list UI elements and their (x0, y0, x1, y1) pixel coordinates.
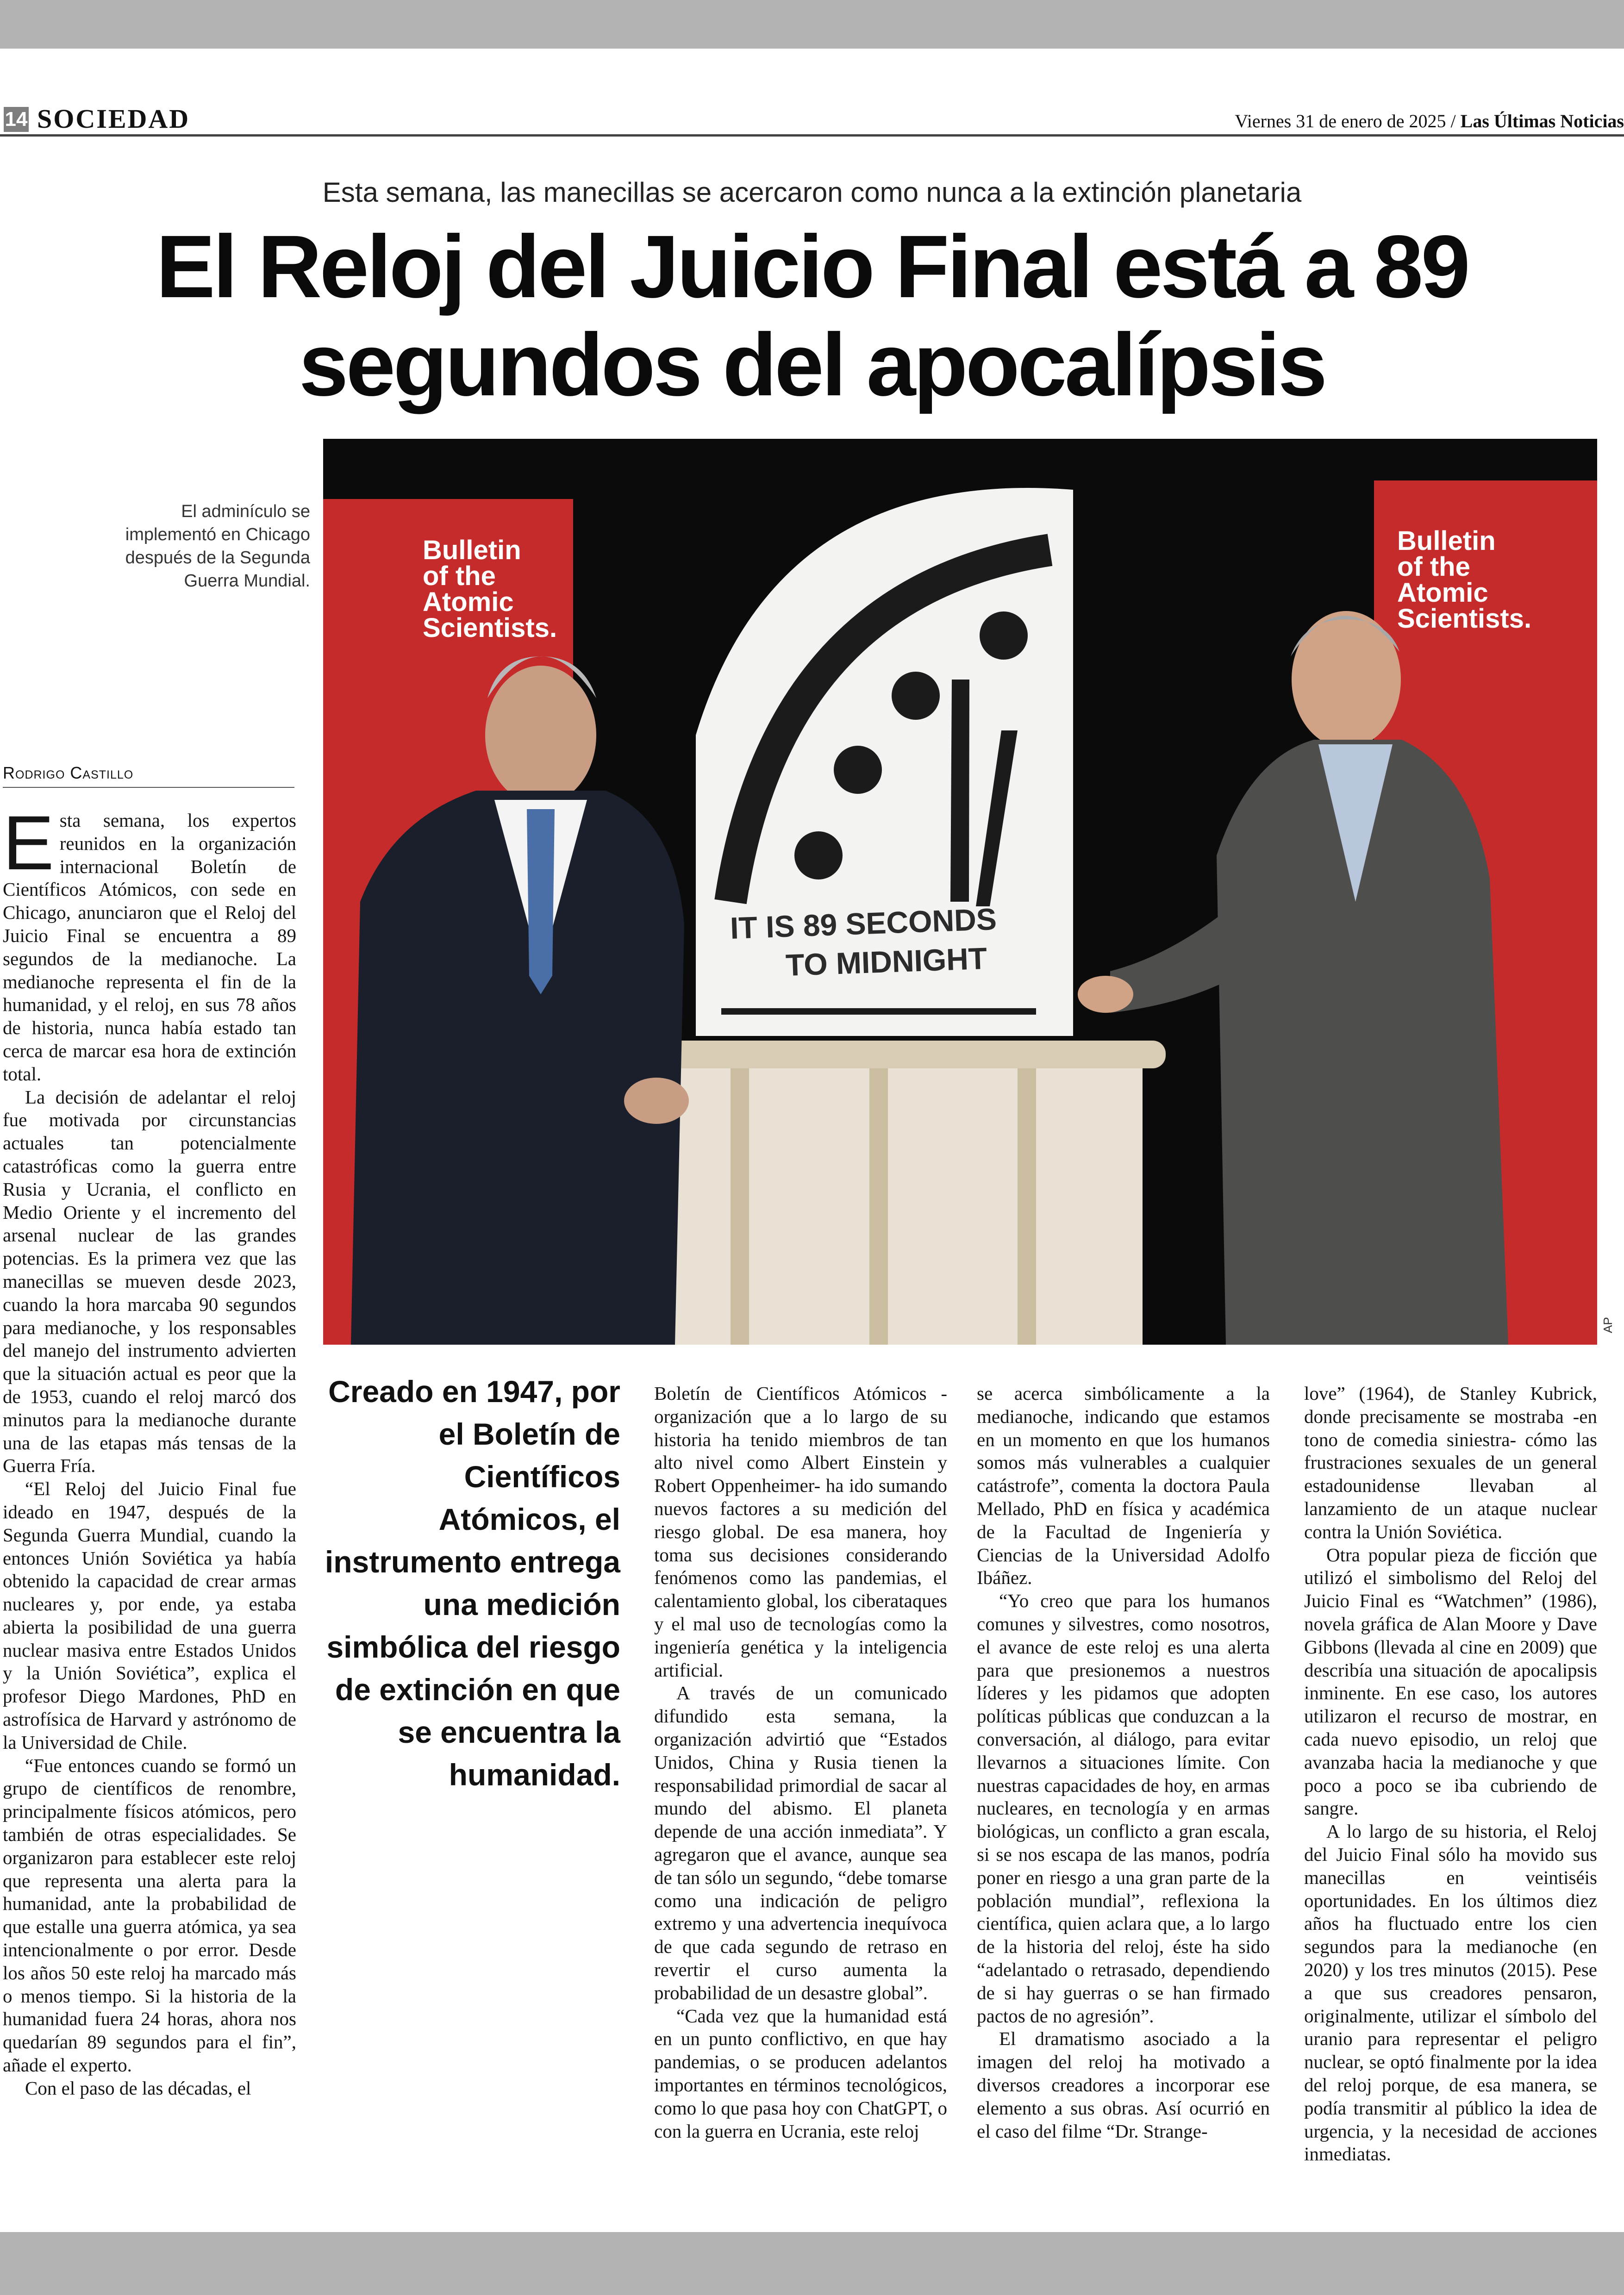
section-title: SOCIEDAD (37, 104, 190, 134)
paragraph: El dramatismo asociado a la imagen del reloj ha motivado a diversos creadores a incorporar ese elemento a sus obras. Así ocurrió en el caso del filme “Dr. Strange- (977, 2028, 1270, 2142)
left-person-head (485, 666, 596, 804)
page-header (0, 104, 1624, 137)
photo-credit: AP (1601, 1317, 1615, 1333)
article-column-5 (1304, 1382, 1597, 2166)
clock-text-line2: TO MIDNIGHT (785, 941, 988, 982)
article-column-1 (3, 800, 296, 2100)
paragraph: “El Reloj del Juicio Final fue ideado en 1947, después de la Segunda Guerra Mundial, cuando la entonces Unión Soviética ya había obtenido la capacidad de crear armas nucleares y, por ende, ya estaba abierta la posibilidad de una guerra nuclear masiva entre Estados Unidos y la Unión Soviética”, explica el profesor Diego Mardones, PhD en astrofísica de Harvard y astrónomo de la Universidad de Chile. (3, 1478, 296, 1753)
header-rule (0, 134, 1624, 137)
paragraph: “Fue entonces cuando se formó un grupo de científicos de renombre, principalmente físicos atómicos, pero también de otras especialidades. Se organizaron para establecer este reloj que representa una alerta para la humanidad, ante la probabilidad de que estalle una guerra atómica, ya sea intencionalmente o por error. Desde los años 50 este reloj ha marcado más o menos tiempo. Si la historia de la humanidad fuera 24 horas, ahora nos quedarían 89 segundos para el fin”, añade el experto. (3, 1754, 296, 2076)
drop-cap: E (3, 800, 54, 886)
left-banner-text: Bulletin of the Atomic Scientists. (423, 535, 557, 643)
paragraph: “Cada vez que la humanidad está en un punto conflictivo, en que hay pandemias, o se producen adelantos importantes en términos tecnológicos, como lo que pasa hoy con ChatGPT, o con la guerra en Ucrania, este reloj (654, 2005, 947, 2142)
byline-rule (3, 787, 294, 788)
date-separator: / (1450, 111, 1456, 131)
paragraph: A través de un comunicado difundido esta semana, la organización advirtió que “Estados Unidos, China y Rusia tienen la responsabilidad primordial de sacar al mundo del abismo. El planeta depende de una acción inmediata”. Y agregaron que el avance, aunque sea de tan sólo un segundo, “debe tomarse como una indicación de peligro extremo y una advertencia inequívoca de que cada segundo de retraso en revertir el curso aumenta la probabilidad de un desastre global”. (654, 1682, 947, 2003)
issue-date: Viernes 31 de enero de 2025 (1235, 111, 1446, 131)
paragraph: se acerca simbólicamente a la medianoche, indicando que estamos en un momento en que los humanos somos más vulnerables a cualquier catástrofe”, comenta la doctora Paula Mellado, PhD en física y académica de la Facultad de Ingeniería y Ciencias de la Universidad Adolfo Ibáñez. (977, 1383, 1270, 1589)
paragraph: La decisión de adelantar el reloj fue motivada por circunstancias actuales tan potencialmente catastróficas como la guerra entre Rusia y Ucrania, el conflicto en Medio Oriente y el incremento del arsenal nuclear de las grandes potencias. Es la primera vez que las manecillas se mueven desde 2023, cuando la hora marcaba 90 segundos para medianoche, y los responsables del manejo del instrumento advierten que la situación actual es peor que la de 1953, cuando el reloj marcó dos minutos para la medianoche durante una de las etapas más tensas de la Guerra Fría. (3, 1086, 296, 1477)
pull-quote: Creado en 1947, por el Boletín de Científicos Atómicos, el instrumento entrega una medición simbólica del riesgo de extinción en que se encuentra la humanidad. (325, 1374, 620, 1792)
article-column-3 (654, 1382, 947, 2143)
paragraph-text: sta semana, los expertos reunidos en la organización internacional Boletín de Científicos Atómicos, con sede en Chicago, anunciaron que el Reloj del Juicio Final se encuentra a 89 segundos de la medianoche. La medianoche representa el fin de la humanidad, y el reloj, en sus 78 años de historia, nunca había estado tan cerca de marcar esa hora de extinción total. (3, 810, 296, 1085)
main-photo (323, 439, 1597, 1345)
paragraph: A lo largo de su historia, el Reloj del Juicio Final sólo ha movido sus manecillas en veintiséis oportunidades. En los últimos diez años ha fluctuado entre los cien segundos para la medianoche (en 2020) y los tres minutos (2015). Pese a que sus creadores pensaron, originalmente, utilizar el símbolo del uranio para representar el peligro nuclear, se optó finalmente por la idea del reloj porque, de esa manera, se podía transmitir al público la idea de urgencia, y la necesidad de acciones inmediatas. (1304, 1821, 1597, 2165)
paragraph: Con el paso de las décadas, el (25, 2077, 251, 2099)
photo-caption: El adminículo se implementó en Chicago después de la Segunda Guerra Mundial. (125, 502, 310, 591)
paragraph: Boletín de Científicos Atómicos -organización que a lo largo de su historia ha tenido miembros de tan alto nivel como Albert Einstein y Robert Oppenheimer- ha ido sumando nuevos factores a su medición del riesgo global. De esa manera, hoy toma sus decisiones considerando fenómenos como las pandemias, el calentamiento global, los ciberataques y el mal uso de tecnologías como la ingeniería genética y la inteligencia artificial. (654, 1383, 947, 1681)
publication-name: Las Últimas Noticias (1460, 111, 1624, 131)
article-column-4 (977, 1382, 1270, 2143)
paragraph (3, 800, 296, 1086)
right-banner-text: Bulletin of the Atomic Scientists. (1397, 526, 1532, 634)
bottom-margin (0, 2232, 1624, 2295)
kicker: Esta semana, las manecillas se acercaron como nunca a la extinción planetaria (322, 177, 1302, 208)
paragraph: love” (1964), de Stanley Kubrick, donde precisamente se mostraba -en tono de comedia siniestra- cómo las frustraciones sexuales de un general estadounidense llevaban al lanzamiento de un ataque nuclear contra la Unión Soviética. (1304, 1383, 1597, 1542)
paragraph: “Yo creo que para los humanos comunes y silvestres, como nosotros, el avance de este reloj es una alerta para que presionemos a nuestros líderes y les pidamos que adopten políticas públicas que conduzcan a la conversación, al diálogo, para evitar llevarnos a situaciones límite. Con nuestras capacidades de hoy, en armas nucleares, en tecnología y en armas biológicas, un conflicto a gran escala, si se nos escapa de las manos, podría poner en riesgo a una gran parte de la población mundial”, reflexiona la científica, quien aclara que, a lo largo de la historia del reloj, éste ha sido “adelantado o retrasado, dependiendo de si hay guerras o se han firmado pactos de no agresión”. (977, 1590, 1270, 2027)
headline: El Reloj del Juicio Final está a 89 segundos del apocalípsis (156, 217, 1468, 414)
byline: Rodrigo Castillo (3, 763, 134, 782)
page-number: 14 (4, 107, 29, 132)
clock-text-line1: IT IS 89 SECONDS (729, 901, 997, 945)
issue-date-line (1235, 110, 1624, 133)
photo-illustration (323, 439, 1597, 1345)
paragraph: Otra popular pieza de ficción que utilizó el simbolismo del Reloj del Juicio Final es “Watchmen” (1986), novela gráfica de Alan Moore y Dave Gibbons (llevada al cine en 2009) que describía una situación de apocalipsis inminente. En ese caso, los autores utilizaron el recurso de mostrar, en cada nuevo episodio, un reloj que avanzaba hacia la medianoche y que poco a poco se iba cubriendo de sangre. (1304, 1544, 1597, 1819)
